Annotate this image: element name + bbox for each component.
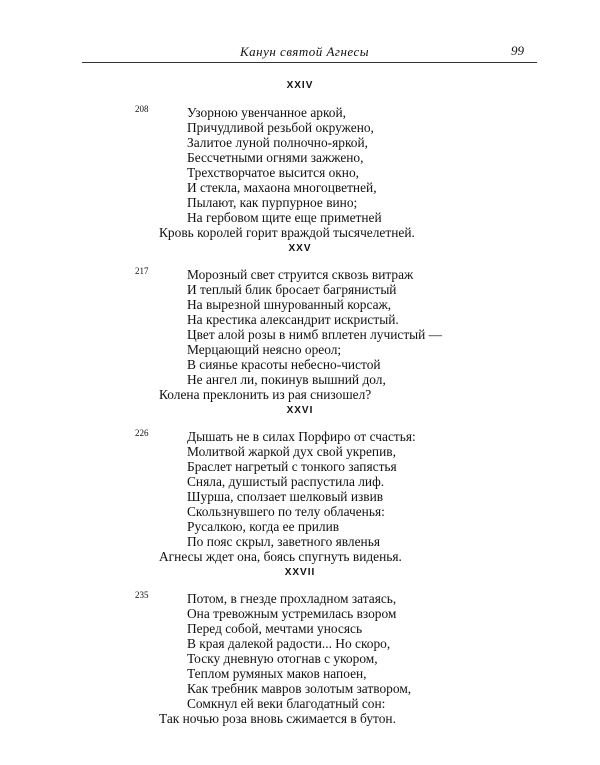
verse-line-alexandrine: Кровь королей горит враждой тысячелетней. — [159, 225, 415, 240]
verse-line: На гербовом щите еще приметней — [187, 210, 382, 225]
verse-line: Потом, в гнезде прохладном затаясь, — [187, 591, 397, 606]
stanza-numeral: XXVII — [284, 567, 316, 578]
header-rule — [82, 62, 537, 63]
verse-line: Пылают, как пурпурное вино; — [187, 195, 358, 210]
verse-line: Скользнувшего по телу облаченья: — [187, 504, 385, 519]
verse-line-alexandrine: Колена преклонить из рая снизошел? — [159, 387, 372, 402]
verse-line: И стекла, махаона многоцветней, — [187, 180, 377, 195]
verse-line: Мерцающий неясно ореол; — [187, 342, 342, 357]
verse-line: Русалкою, когда ее прилив — [187, 519, 340, 534]
verse-line: Дышать не в силах Порфиро от счастья: — [187, 429, 416, 444]
page-number: 99 — [511, 43, 524, 58]
line-number: 235 — [135, 590, 149, 600]
stanza-numeral: XXIV — [286, 80, 314, 91]
verse-line: В сиянье красоты небесно-чистой — [187, 357, 381, 372]
verse-line: Залитое луной полночно-яркой, — [187, 135, 369, 150]
verse-line: Морозный свет струится сквозь витраж — [187, 267, 414, 282]
running-head-title: Канун святой Агнесы — [240, 44, 370, 59]
stanza-numeral: XXV — [288, 243, 312, 254]
verse-line: Цвет алой розы в нимб вплетен лучистый — — [187, 327, 443, 342]
verse-line: Узорною увенчанное аркой, — [187, 105, 346, 120]
verse-line: Трехстворчатое высится окно, — [187, 165, 359, 180]
line-number: 217 — [135, 266, 149, 276]
verse-line: Как требник мавров золотым затвором, — [187, 681, 412, 696]
verse-line: Теплом румяных маков напоен, — [187, 666, 367, 681]
verse-line-alexandrine: Так ночью роза вновь сжимается в бутон. — [159, 711, 396, 726]
verse-line: Сняла, душистый распустила лиф. — [187, 474, 385, 489]
verse-line: Не ангел ли, покинув вышний дол, — [187, 372, 386, 387]
verse-line: И теплый блик бросает багрянистый — [187, 282, 397, 297]
verse-line: Тоску дневную отогнав с укором, — [187, 651, 378, 666]
verse-line: На вырезной шнурованный корсаж, — [187, 297, 392, 312]
verse-line: На крестика александрит искристый. — [187, 312, 399, 327]
verse-line: По пояс скрыл, заветного явленья — [187, 534, 380, 549]
verse-line: Молитвой жаркой дух свой укрепив, — [187, 444, 396, 459]
stanza-numeral: XXVI — [286, 405, 314, 416]
verse-line: В края далекой радости... Но скоро, — [187, 636, 391, 651]
line-number: 226 — [135, 428, 149, 438]
verse-line: Шурша, сползает шелковый извив — [187, 489, 384, 504]
verse-line: Браслет нагретый с тонкого запястья — [187, 459, 397, 474]
verse-line: Бессчетными огнями зажжено, — [187, 150, 364, 165]
verse-line: Она тревожным устремилась взором — [187, 606, 397, 621]
verse-line-alexandrine: Агнесы ждет она, боясь спугнуть виденья. — [159, 549, 402, 564]
verse-line: Перед собой, мечтами уносясь — [187, 621, 363, 636]
verse-line: Причудливой резьбой окружено, — [187, 120, 374, 135]
line-number: 208 — [135, 104, 149, 114]
verse-line: Сомкнул ей веки благодатный сон: — [187, 696, 386, 711]
